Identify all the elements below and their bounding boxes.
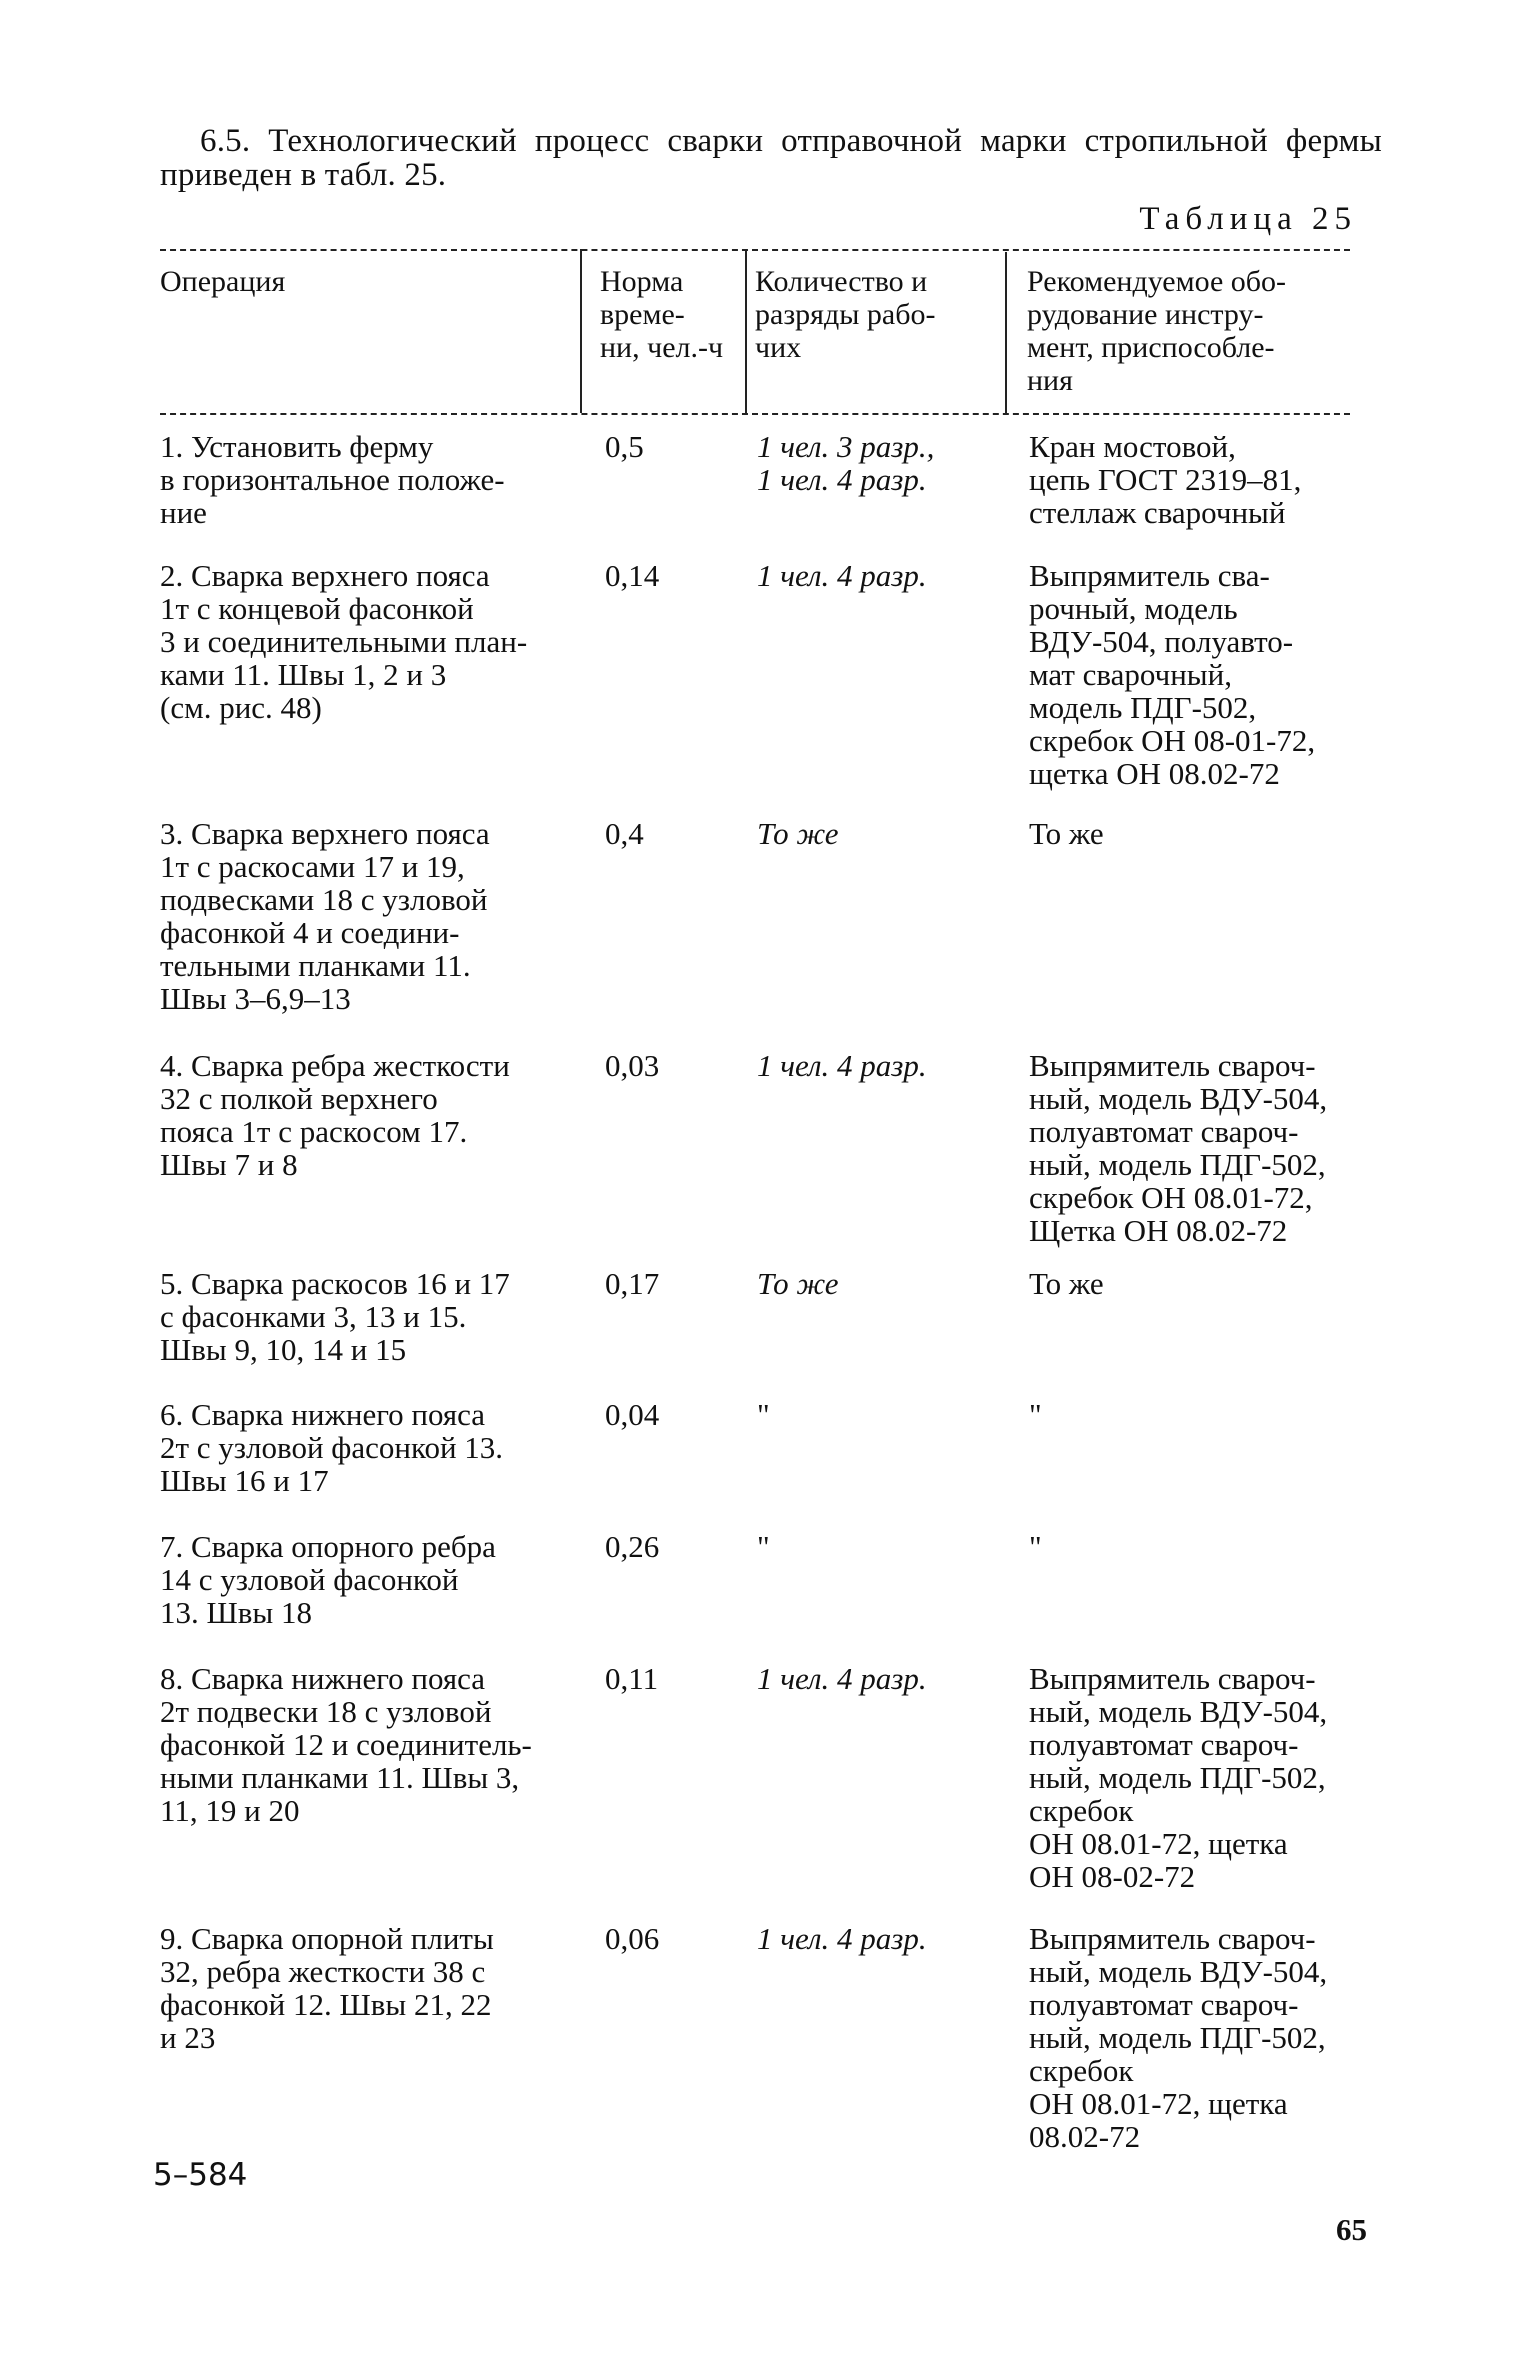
- row-3-workers: То же: [757, 816, 839, 851]
- row-8-workers: 1 чел. 4 разр.: [757, 1661, 927, 1696]
- row-4-operation: 4. Сварка ребра жесткости 32 с полкой верхнего пояса 1т с раскосом 17. Швы 7 и 8: [160, 1048, 510, 1182]
- header-equipment: Рекомендуемое обо- рудование инстру- мент, приспособле- ния: [1027, 265, 1287, 397]
- row-5-norm: 0,17: [605, 1266, 660, 1301]
- row-2-norm: 0,14: [605, 558, 660, 593]
- col-divider-2: [745, 249, 747, 413]
- row-7-operation: 7. Сварка опорного ребра 14 с узловой фасонкой 13. Швы 18: [160, 1529, 496, 1630]
- row-9-operation: 9. Сварка опорной плиты 32, ребра жесткости 38 с фасонкой 12. Швы 21, 22 и 23: [160, 1921, 494, 2055]
- footer-code: 5–584: [153, 2157, 248, 2193]
- row-5-workers: То же: [757, 1266, 839, 1301]
- row-6-workers: ": [757, 1397, 770, 1432]
- row-8-norm: 0,11: [605, 1661, 659, 1696]
- col-divider-1: [580, 249, 582, 413]
- row-4-workers: 1 чел. 4 разр.: [757, 1048, 927, 1083]
- row-3-equipment: То же: [1029, 816, 1104, 851]
- row-5-equipment: То же: [1029, 1266, 1104, 1301]
- table-top-rule: [160, 249, 1350, 251]
- row-2-equipment: Выпрямитель сва- рочный, модель ВДУ-504, полуавто- мат сварочный, модель ПДГ-502, скребок ОН 08-01-72, щетка ОН 08.02-72: [1029, 558, 1316, 791]
- row-1-workers: 1 чел. 3 разр., 1 чел. 4 разр.: [757, 429, 935, 497]
- header-operation: Операция: [160, 265, 286, 298]
- row-9-equipment: Выпрямитель свароч- ный, модель ВДУ-504, полуавтомат свароч- ный, модель ПДГ-502, скребок ОН 08.01-72, щетка 08.02-72: [1029, 1921, 1328, 2154]
- row-6-norm: 0,04: [605, 1397, 660, 1432]
- row-5-operation: 5. Сварка раскосов 16 и 17 с фасонками 3, 13 и 15. Швы 9, 10, 14 и 15: [160, 1266, 510, 1367]
- row-4-norm: 0,03: [605, 1048, 660, 1083]
- row-8-operation: 8. Сварка нижнего пояса 2т подвески 18 с узловой фасонкой 12 и соединитель- ными планками 11. Швы 3, 11, 19 и 20: [160, 1661, 532, 1828]
- row-9-workers: 1 чел. 4 разр.: [757, 1921, 927, 1956]
- row-7-norm: 0,26: [605, 1529, 660, 1564]
- row-4-equipment: Выпрямитель свароч- ный, модель ВДУ-504, полуавтомат свароч- ный, модель ПДГ-502, скребок ОН 08.01-72, Щетка ОН 08.02-72: [1029, 1048, 1328, 1248]
- row-1-operation: 1. Установить ферму в горизонтальное положе- ние: [160, 429, 505, 530]
- row-2-operation: 2. Сварка верхнего пояса 1т с концевой фасонкой 3 и соединительными план- ками 11. Швы 1, 2 и 3 (см. рис. 48): [160, 558, 528, 725]
- table-title: Таблица 25: [1139, 201, 1357, 237]
- intro-paragraph: 6.5. Технологический процесс сварки отправочной марки стропильной фермы приведен в табл. 25.: [160, 123, 1382, 193]
- row-9-norm: 0,06: [605, 1921, 660, 1956]
- header-bottom-rule: [160, 413, 1350, 415]
- col-divider-3: [1005, 252, 1007, 413]
- header-workers: Количество и разряды рабо- чих: [755, 265, 936, 364]
- row-7-equipment: ": [1029, 1529, 1042, 1564]
- row-7-workers: ": [757, 1529, 770, 1564]
- row-2-workers: 1 чел. 4 разр.: [757, 558, 927, 593]
- row-1-equipment: Кран мостовой, цепь ГОСТ 2319–81, стеллаж сварочный: [1029, 429, 1302, 530]
- page-number: 65: [1336, 2212, 1367, 2247]
- row-3-norm: 0,4: [605, 816, 644, 851]
- row-8-equipment: Выпрямитель свароч- ный, модель ВДУ-504, полуавтомат свароч- ный, модель ПДГ-502, скребок ОН 08.01-72, щетка ОН 08-02-72: [1029, 1661, 1328, 1894]
- header-norm: Норма време- ни, чел.-ч: [600, 265, 724, 364]
- row-6-operation: 6. Сварка нижнего пояса 2т с узловой фасонкой 13. Швы 16 и 17: [160, 1397, 504, 1498]
- row-3-operation: 3. Сварка верхнего пояса 1т с раскосами 17 и 19, подвесками 18 с узловой фасонкой 4 и соедини- тельными планками 11. Швы 3–6,9–13: [160, 816, 490, 1016]
- row-6-equipment: ": [1029, 1397, 1042, 1432]
- row-1-norm: 0,5: [605, 429, 644, 464]
